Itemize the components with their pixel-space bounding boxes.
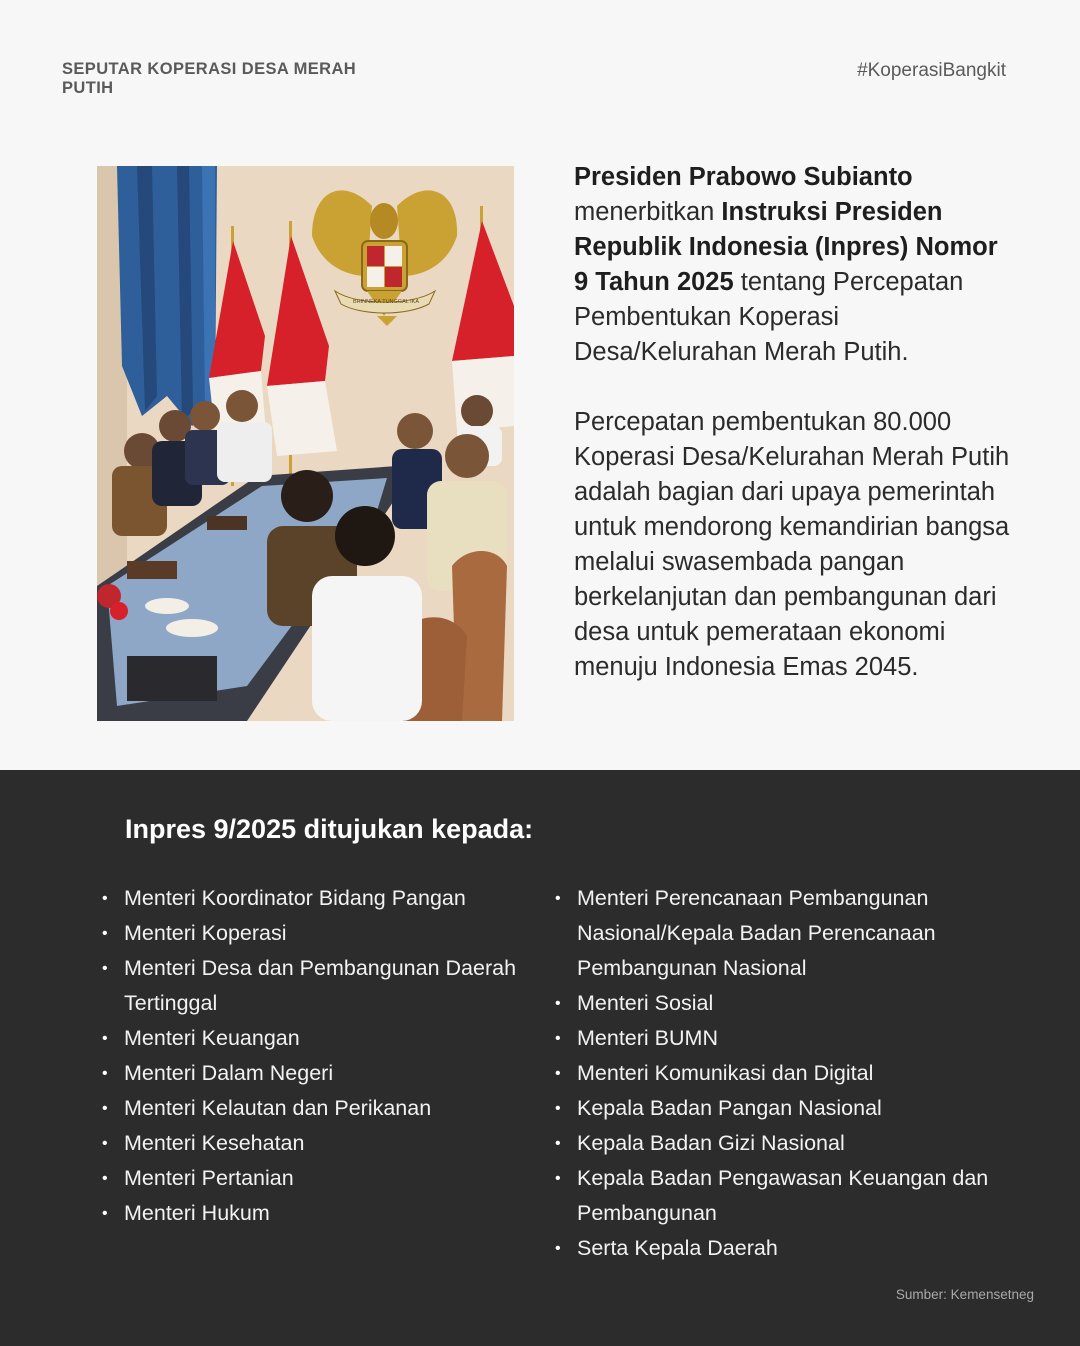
garuda-motto: BHINNEKA TUNGGAL IKA	[352, 299, 420, 305]
recipients-list-left	[124, 881, 534, 1231]
list-item: • Menteri Kelautan dan Perikanan	[124, 1091, 534, 1126]
intro-text-b: tentang Percepatan Pembentukan Koperasi Desa/Kelurahan Merah Putih.	[574, 268, 964, 366]
list-item: • Menteri Kesehatan	[124, 1126, 534, 1161]
intro-paragraph-1	[574, 160, 1014, 370]
list-item: • Menteri Sosial	[577, 986, 997, 1021]
recipients-section	[0, 770, 1080, 1346]
source-credit: Sumber: Kemensetneg	[895, 1287, 1034, 1302]
intro-paragraph-2: Percepatan pembentukan 80.000 Koperasi Desa/Kelurahan Merah Putih adalah bagian dari upaya pemerintah untuk mendorong kemandirian bangsa melalui swasembada pangan berkelanjutan dan pembangunan dari desa untuk pemerataan ekonomi menuju Indonesia Emas 2045.	[574, 408, 1010, 681]
list-item: • Kepala Badan Pangan Nasional	[577, 1091, 997, 1126]
list-item: • Menteri Hukum	[124, 1196, 534, 1231]
list-item: • Kepala Badan Gizi Nasional	[577, 1126, 997, 1161]
president-name: Presiden Prabowo Subianto	[574, 163, 913, 191]
intro-text	[574, 160, 1014, 685]
recipients-heading: Inpres 9/2025 ditujukan kepada:	[125, 814, 534, 844]
brand-title: SEPUTAR KOPERASI DESA MERAH PUTIH	[62, 60, 357, 97]
intro-text-a: menerbitkan	[574, 198, 722, 226]
list-item: • Kepala Badan Pengawasan Keuangan dan Pembangunan	[577, 1161, 997, 1231]
list-item: • Menteri Koordinator Bidang Pangan	[124, 881, 534, 916]
list-item: • Menteri Desa dan Pembangunan Daerah Tertinggal	[124, 951, 534, 1021]
recipients-list-right	[577, 881, 997, 1266]
list-item: • Menteri BUMN	[577, 1021, 997, 1056]
hashtag: #KoperasiBangkit	[857, 60, 1006, 81]
list-item: • Menteri Pertanian	[124, 1161, 534, 1196]
list-item: • Menteri Koperasi	[124, 916, 534, 951]
list-item: • Menteri Perencanaan Pembangunan Nasional/Kepala Badan Perencanaan Pembangunan Nasional	[577, 881, 997, 986]
list-item: • Menteri Keuangan	[124, 1021, 534, 1056]
list-item: • Serta Kepala Daerah	[577, 1231, 997, 1266]
meeting-photo	[97, 166, 514, 721]
list-item: • Menteri Dalam Negeri	[124, 1056, 534, 1091]
instruction-title: Instruksi Presiden Republik Indonesia (Inpres) Nomor 9 Tahun 2025	[574, 198, 998, 296]
list-item: • Menteri Komunikasi dan Digital	[577, 1056, 997, 1091]
